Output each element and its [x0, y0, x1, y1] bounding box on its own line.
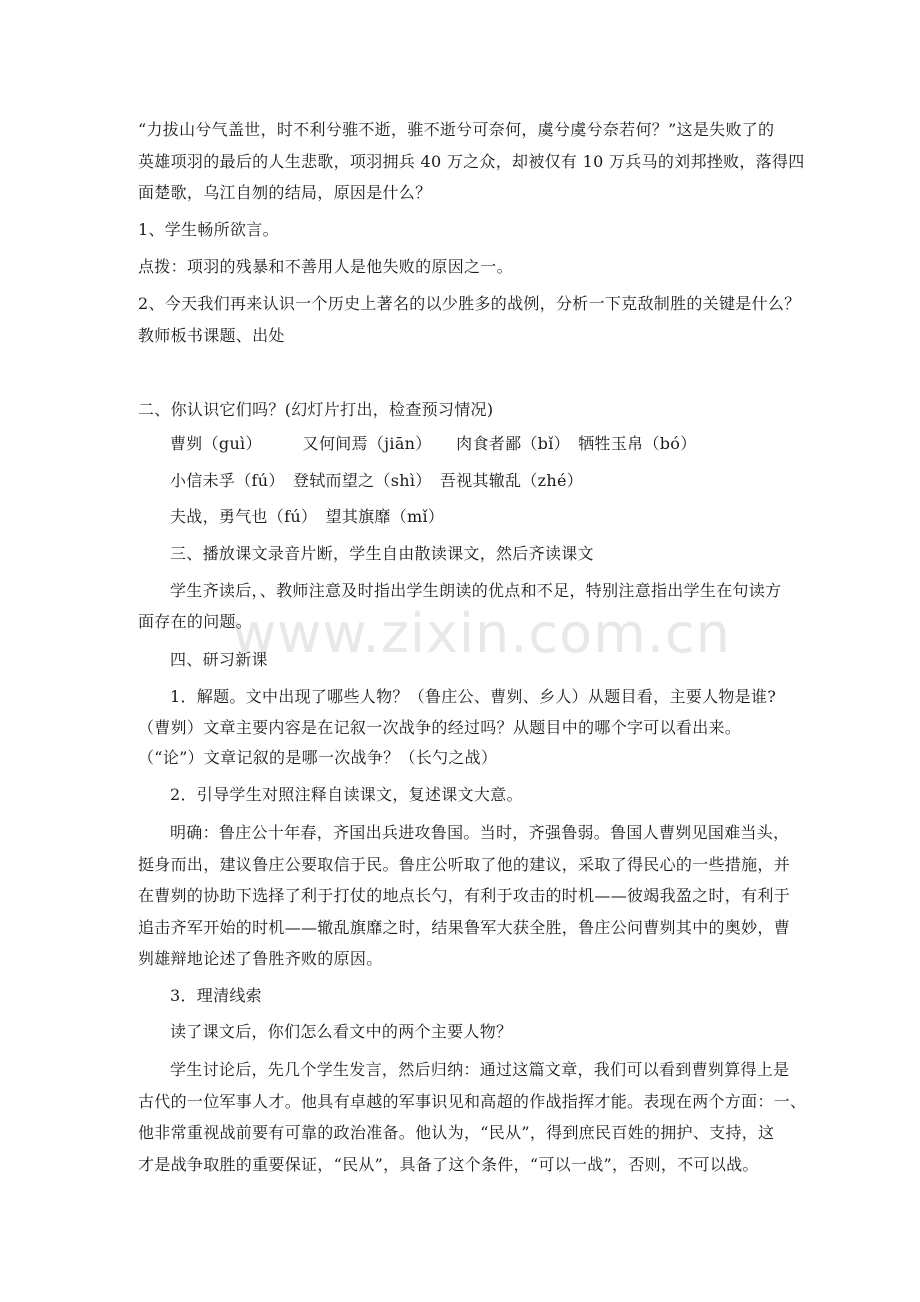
text-line: 面楚歌，乌江自刎的结局，原因是什么？ — [138, 183, 432, 202]
text-line: “力拔山兮气盖世，时不利兮骓不逝，骓不逝兮可奈何，虞兮虞兮奈若何？”这是失败了的 — [138, 120, 775, 139]
text-line: 学生齐读后，、教师注意及时指出学生朗读的优点和不足，特别注意指出学生在句读方 — [170, 581, 782, 600]
text-line: 追击齐军开始的时机——辙乱旗靡之时，结果鲁军大获全胜，鲁庄公问曹刿其中的奥妙，曹 — [138, 918, 791, 937]
text-line: 读了课文后，你们怎么看文中的两个主要人物？ — [170, 1022, 513, 1041]
section-heading: 3．理清线索 — [170, 986, 262, 1005]
vocab-row: 小信未孚（fú） 登轼而望之（shì） 吾视其辙乱（zhé） — [170, 471, 584, 490]
text-line: 在曹刿的协助下选择了利于打仗的地点长勺，有利于攻击的时机——彼竭我盈之时，有利于 — [138, 886, 791, 905]
section-heading: 二、你认识它们吗？(幻灯片打出，检查预习情况) — [138, 400, 494, 419]
text-line: 面存在的问题。 — [138, 612, 253, 631]
text-line: 他非常重视战前要有可靠的政治准备。他认为，“民从”，得到庶民百姓的拥护、支持，这 — [138, 1123, 775, 1142]
text-line: 1、学生畅所欲言。 — [138, 220, 279, 239]
vocab-row: 夫战，勇气也（fú） 望其旗靡（mǐ） — [170, 507, 445, 526]
text-line: 点拨：项羽的残暴和不善用人是他失败的原因之一。 — [138, 257, 513, 276]
text-line: 学生讨论后，先几个学生发言，然后归纳：通过这篇文章，我们可以看到曹刿算得上是 — [170, 1060, 790, 1079]
text-line: 1．解题。文中出现了哪些人物？（鲁庄公、曹刿、乡人）从题目看，主要人物是谁? — [170, 687, 777, 706]
text-line: 挺身而出，建议鲁庄公要取信于民。鲁庄公听取了他的建议，采取了得民心的一些措施，并 — [138, 855, 791, 874]
text-line: 2、今天我们再来认识一个历史上著名的以少胜多的战例，分析一下克敌制胜的关键是什么？ — [138, 294, 801, 313]
text-line: 教师板书课题、出处 — [138, 326, 285, 345]
section-heading: 四、研习新课 — [170, 650, 268, 669]
text-line: 才是战争取胜的重要保证，“民从”，具备了这个条件，“可以一战”，否则，不可以战。 — [138, 1155, 759, 1174]
text-line: 刿雄辩地论述了鲁胜齐败的原因。 — [138, 949, 383, 968]
text-line: 明确：鲁庄公十年春，齐国出兵进攻鲁国。当时，齐强鲁弱。鲁国人曹刿见国难当头， — [170, 823, 790, 842]
text-line: 古代的一位军事人才。他具有卓越的军事识见和高超的作战指挥才能。表现在两个方面：一、 — [138, 1092, 807, 1111]
section-heading: 三、播放课文录音片断，学生自由散读课文，然后齐读课文 — [170, 544, 594, 563]
text-line: （“论”）文章记叙的是哪一次战争？（长勺之战） — [138, 748, 498, 767]
vocab-row: 曹刿（guì） 又何间焉（jiān） 肉食者鄙（bǐ） 牺牲玉帛（bó） — [170, 434, 697, 453]
text-line: （曹刿）文章主要内容是在记叙一次战争的经过吗？从题目中的哪个字可以看出来。 — [138, 718, 742, 737]
text-line: 2．引导学生对照注释自读课文，复述课文大意。 — [170, 785, 523, 804]
watermark: www.zixin.com.cn — [232, 602, 731, 665]
text-line: 英雄项羽的最后的人生悲歌，项羽拥兵 40 万之众，却被仅有 10 万兵马的刘邦挫败，落得四 — [138, 152, 805, 171]
